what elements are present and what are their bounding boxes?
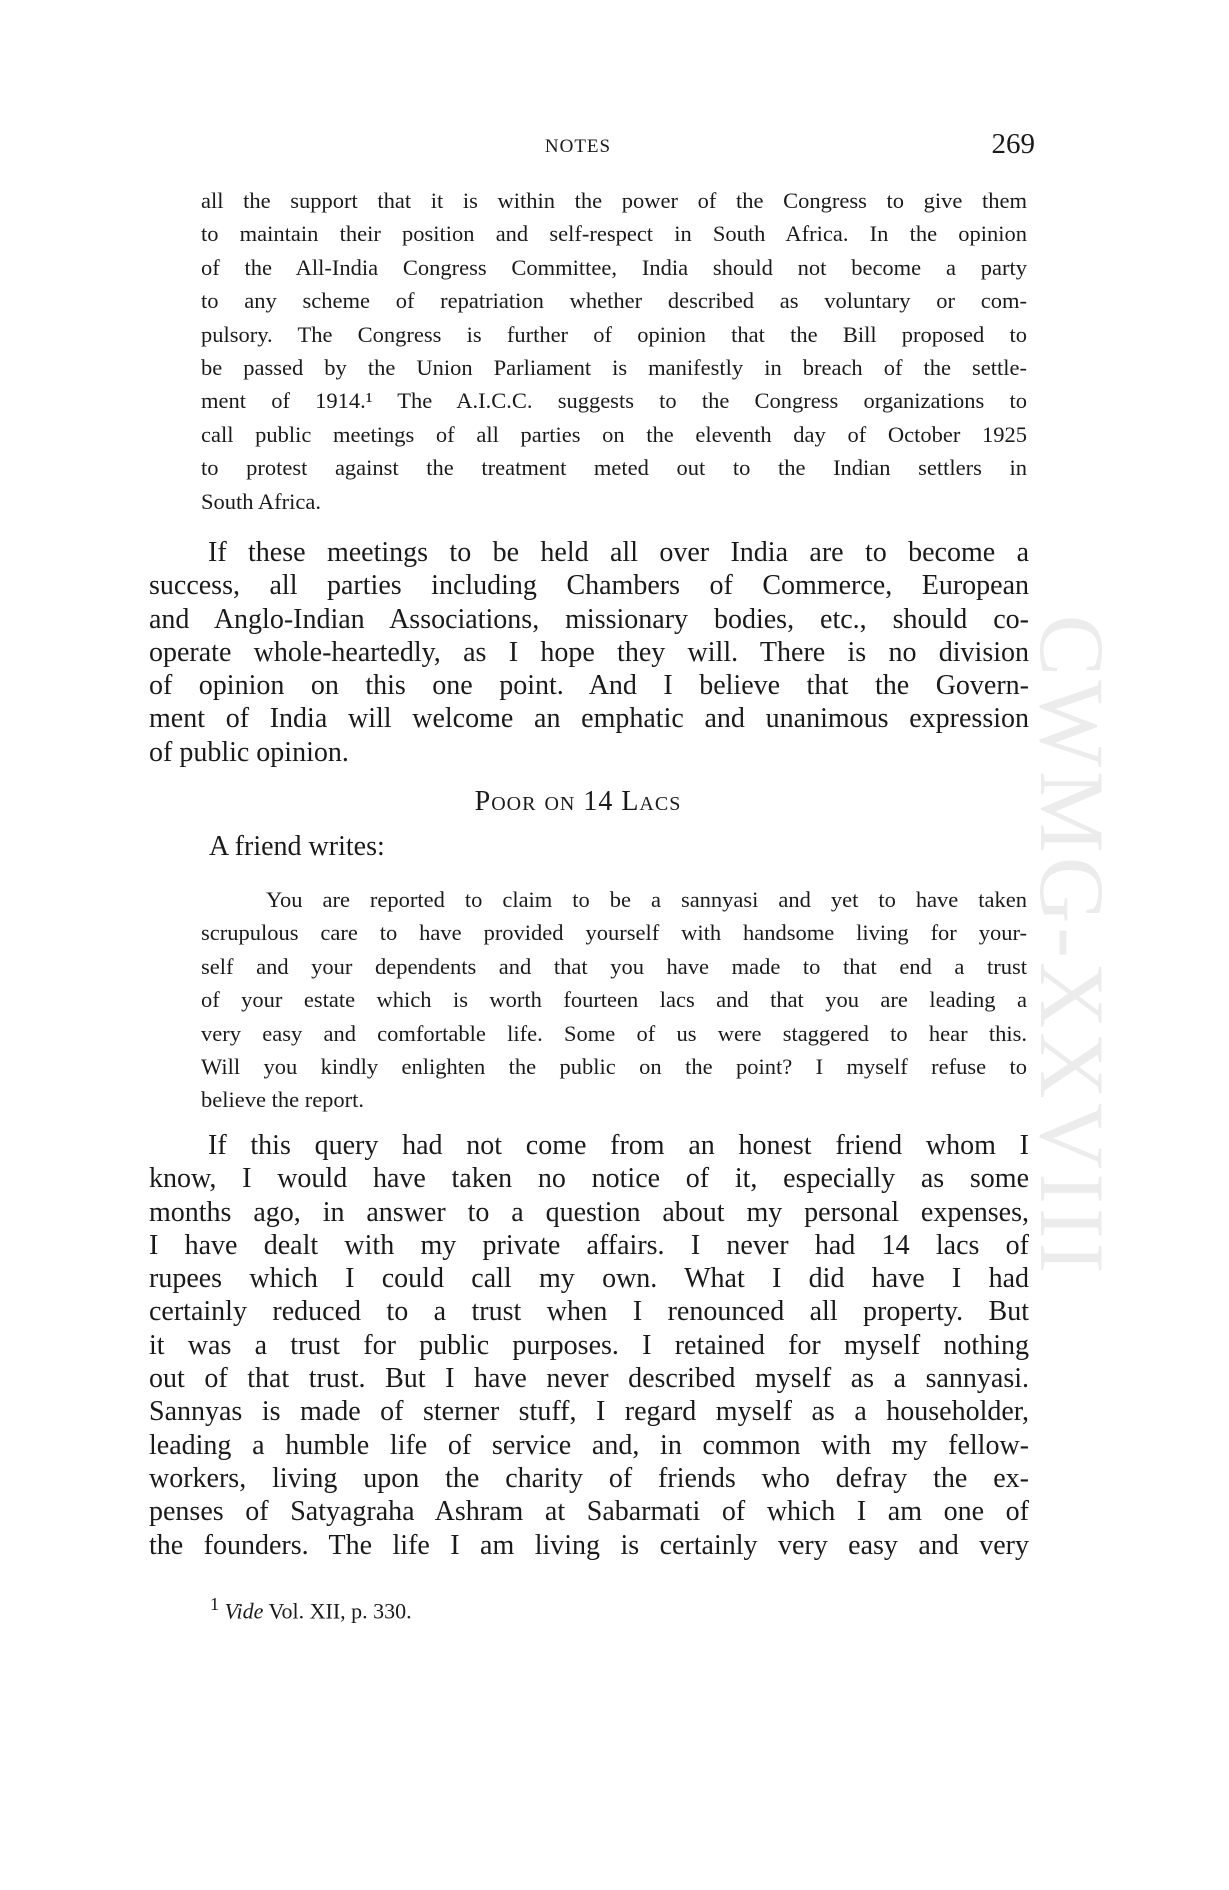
text-line: pulsory. The Congress is further of opinion that the Bill proposed to: [201, 321, 1027, 347]
text-line: I have dealt with my private affairs. I never had 14 lacs of: [149, 1229, 1029, 1261]
text-line: workers, living upon the charity of friends who defray the ex-: [149, 1462, 1029, 1494]
text-line: the founders. The life I am living is certainly very easy and very: [149, 1529, 1029, 1561]
footnote: [210, 1594, 412, 1624]
text-line: self and your dependents and that you have made to that end a trust: [201, 953, 1027, 979]
text-line: to any scheme of repatriation whether described as voluntary or com-: [201, 288, 1027, 314]
text-line: success, all parties including Chambers of Commerce, European: [149, 570, 1029, 602]
text-line: know, I would have taken no notice of it, especially as some: [149, 1163, 1029, 1195]
text-line: leading a humble life of service and, in common with my fellow-: [149, 1429, 1029, 1461]
text-line: to protest against the treatment meted out to the Indian settlers in: [201, 455, 1027, 481]
text-line: ment of 1914.¹ The A.I.C.C. suggests to the Congress organizations to: [201, 388, 1027, 414]
watermark: CWMG-XXVIII: [1021, 614, 1123, 1278]
text-line: If these meetings to be held all over India are to become a: [208, 537, 1029, 568]
quoted-resolution: [201, 184, 1027, 518]
text-line: South Africa.: [201, 488, 321, 514]
text-line: of public opinion.: [149, 736, 349, 768]
text-line: rupees which I could call my own. What I did have I had: [149, 1263, 1029, 1295]
text-line: call public meetings of all parties on the eleventh day of October 1925: [201, 421, 1027, 447]
section-heading: Poor on 14 Lacs: [474, 786, 682, 817]
friend-intro: A friend writes:: [209, 831, 385, 862]
text-line: operate whole-heartedly, as I hope they will. There is no division: [149, 636, 1029, 668]
text-line: be passed by the Union Parliament is manifestly in breach of the settle-: [201, 355, 1027, 381]
text-line: You are reported to claim to be a sannyasi and yet to have taken: [266, 887, 1027, 912]
text-line: and Anglo-Indian Associations, missionary bodies, etc., should co-: [149, 603, 1029, 635]
text-line: penses of Satyagraha Ashram at Sabarmati of which I am one of: [149, 1496, 1029, 1528]
text-line: to maintain their position and self-respect in South Africa. In the opinion: [201, 221, 1027, 247]
text-line: If this query had not come from an honest friend whom I: [208, 1130, 1029, 1161]
text-line: Sannyas is made of sterner stuff, I regard myself as a householder,: [149, 1396, 1029, 1428]
text-line: it was a trust for public purposes. I retained for myself nothing: [149, 1329, 1029, 1361]
text-line: very easy and comfortable life. Some of us were staggered to hear this.: [201, 1020, 1027, 1046]
text-line: scrupulous care to have provided yourself with handsome living for your-: [201, 920, 1027, 946]
text-line: ment of India will welcome an emphatic and unanimous expression: [149, 703, 1029, 735]
text-line: certainly reduced to a trust when I renounced all property. But: [149, 1296, 1029, 1328]
running-title: NOTES: [544, 136, 612, 157]
page-number: 269: [991, 128, 1035, 160]
text-line: of opinion on this one point. And I believe that the Govern-: [149, 670, 1029, 702]
quoted-letter: [201, 883, 1027, 1117]
text-line: believe the report.: [201, 1087, 365, 1113]
text-line: of your estate which is worth fourteen lacs and that you are leading a: [201, 987, 1027, 1013]
text-line: Will you kindly enlighten the public on the point? I myself refuse to: [201, 1054, 1027, 1080]
body-paragraph-1: [149, 536, 1029, 769]
footnote-marker: 1: [210, 1594, 220, 1614]
text-line: out of that trust. But I have never described myself as a sannyasi.: [149, 1363, 1029, 1395]
footnote-vide: Vide: [224, 1598, 264, 1624]
text-line: all the support that it is within the power of the Congress to give them: [201, 188, 1027, 213]
body-paragraph-2: [149, 1129, 1029, 1562]
footnote-text: Vol. XII, p. 330.: [268, 1598, 412, 1624]
text-line: of the All-India Congress Committee, India should not become a party: [201, 254, 1027, 280]
text-line: months ago, in answer to a question about my personal expenses,: [149, 1196, 1029, 1228]
